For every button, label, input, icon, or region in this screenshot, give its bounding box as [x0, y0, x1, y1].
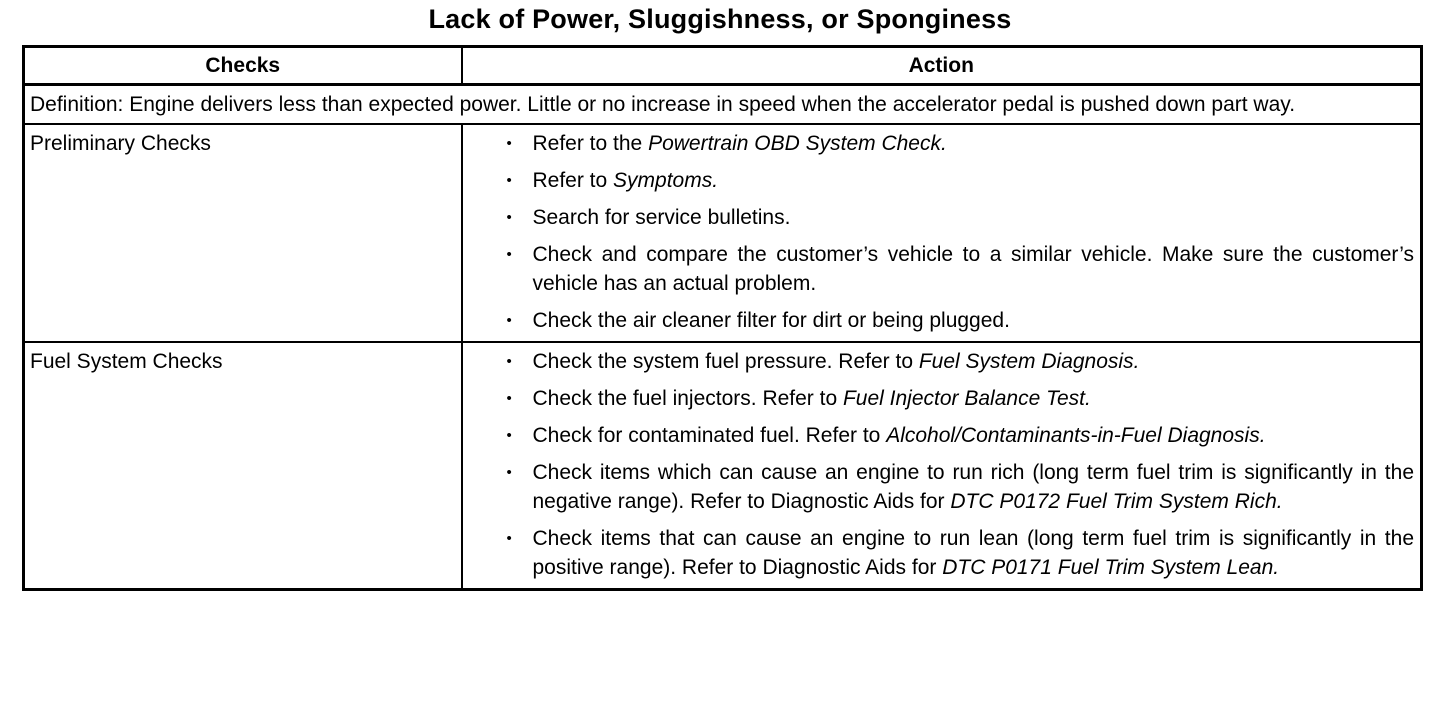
- action-text: Check for contaminated fuel. Refer to: [532, 424, 887, 447]
- action-text: Refer to the: [532, 132, 649, 155]
- bullet-icon: •: [506, 390, 512, 407]
- bullet-icon: •: [506, 427, 512, 444]
- reference-link: DTC P0172 Fuel Trim System Rich: [950, 490, 1277, 513]
- action-list: [503, 129, 1415, 335]
- action-text: Check the fuel injectors. Refer to: [532, 387, 843, 410]
- action-text: Check the system fuel pressure. Refer to: [532, 350, 919, 373]
- bullet-icon: •: [506, 353, 512, 370]
- bullet-icon: •: [506, 135, 512, 152]
- reference-link: Symptoms: [613, 169, 713, 192]
- action-item: [503, 421, 1415, 450]
- bullet-icon: •: [506, 312, 512, 329]
- reference-link: Fuel System Diagnosis: [918, 350, 1134, 373]
- action-cell: [462, 124, 1422, 342]
- action-column-header: Action: [462, 47, 1422, 85]
- action-tail: .: [712, 169, 719, 192]
- action-item: [503, 306, 1415, 335]
- action-item: [503, 524, 1415, 582]
- diagnostic-table: [22, 45, 1423, 591]
- action-tail: .: [1085, 387, 1091, 410]
- action-tail: .: [941, 132, 947, 155]
- action-tail: .: [1259, 424, 1266, 447]
- table-row: [24, 342, 1422, 590]
- action-text: Search for service bulletins.: [532, 206, 791, 229]
- action-cell: [462, 342, 1422, 590]
- action-item: [503, 347, 1415, 376]
- action-text: Check items which can cause an engine to run rich (long term fuel trim is significantly in the negative range). Refer to Diagnostic Aids for: [532, 461, 1414, 513]
- action-list: [503, 347, 1415, 582]
- definition-row: [24, 85, 1422, 125]
- action-text: Check items that can cause an engine to run lean (long term fuel trim is significantly in the positive range). Refer to Diagnostic Aids for: [532, 527, 1414, 579]
- reference-link: Alcohol/Contaminants-in-Fuel Diagnosis: [886, 424, 1260, 447]
- bullet-icon: •: [506, 246, 512, 263]
- action-item: [503, 166, 1415, 195]
- bullet-icon: •: [506, 464, 512, 481]
- action-text: Check the air cleaner filter for dirt or being plugged.: [532, 309, 1010, 332]
- action-text: Refer to: [532, 169, 614, 192]
- action-item: [503, 458, 1415, 516]
- action-tail: .: [1273, 556, 1280, 579]
- check-name: Preliminary Checks: [24, 124, 462, 342]
- action-item: [503, 384, 1415, 413]
- action-item: [503, 129, 1415, 158]
- action-text: Check and compare the customer’s vehicle to a similar vehicle. Make sure the customer’s vehicle has an actual problem.: [532, 243, 1414, 295]
- check-name: Fuel System Checks: [24, 342, 462, 590]
- checks-column-header: Checks: [24, 47, 462, 85]
- action-item: [503, 240, 1415, 298]
- action-item: [503, 203, 1415, 232]
- definition-text: Definition: Engine delivers less than expected power. Little or no increase in speed when the accelerator pedal is pushed down part way.: [24, 85, 1422, 125]
- table-header-row: [24, 47, 1422, 85]
- action-tail: .: [1133, 350, 1140, 373]
- bullet-icon: •: [506, 172, 512, 189]
- table-row: [24, 124, 1422, 342]
- bullet-icon: •: [506, 209, 512, 226]
- reference-link: Powertrain OBD System Check: [648, 132, 941, 155]
- reference-link: Fuel Injector Balance Test: [842, 387, 1086, 410]
- bullet-icon: •: [506, 530, 512, 547]
- reference-link: DTC P0171 Fuel Trim System Lean: [942, 556, 1274, 579]
- page-title: Lack of Power, Sluggishness, or Sponginess: [428, 4, 1012, 34]
- action-tail: .: [1276, 490, 1283, 513]
